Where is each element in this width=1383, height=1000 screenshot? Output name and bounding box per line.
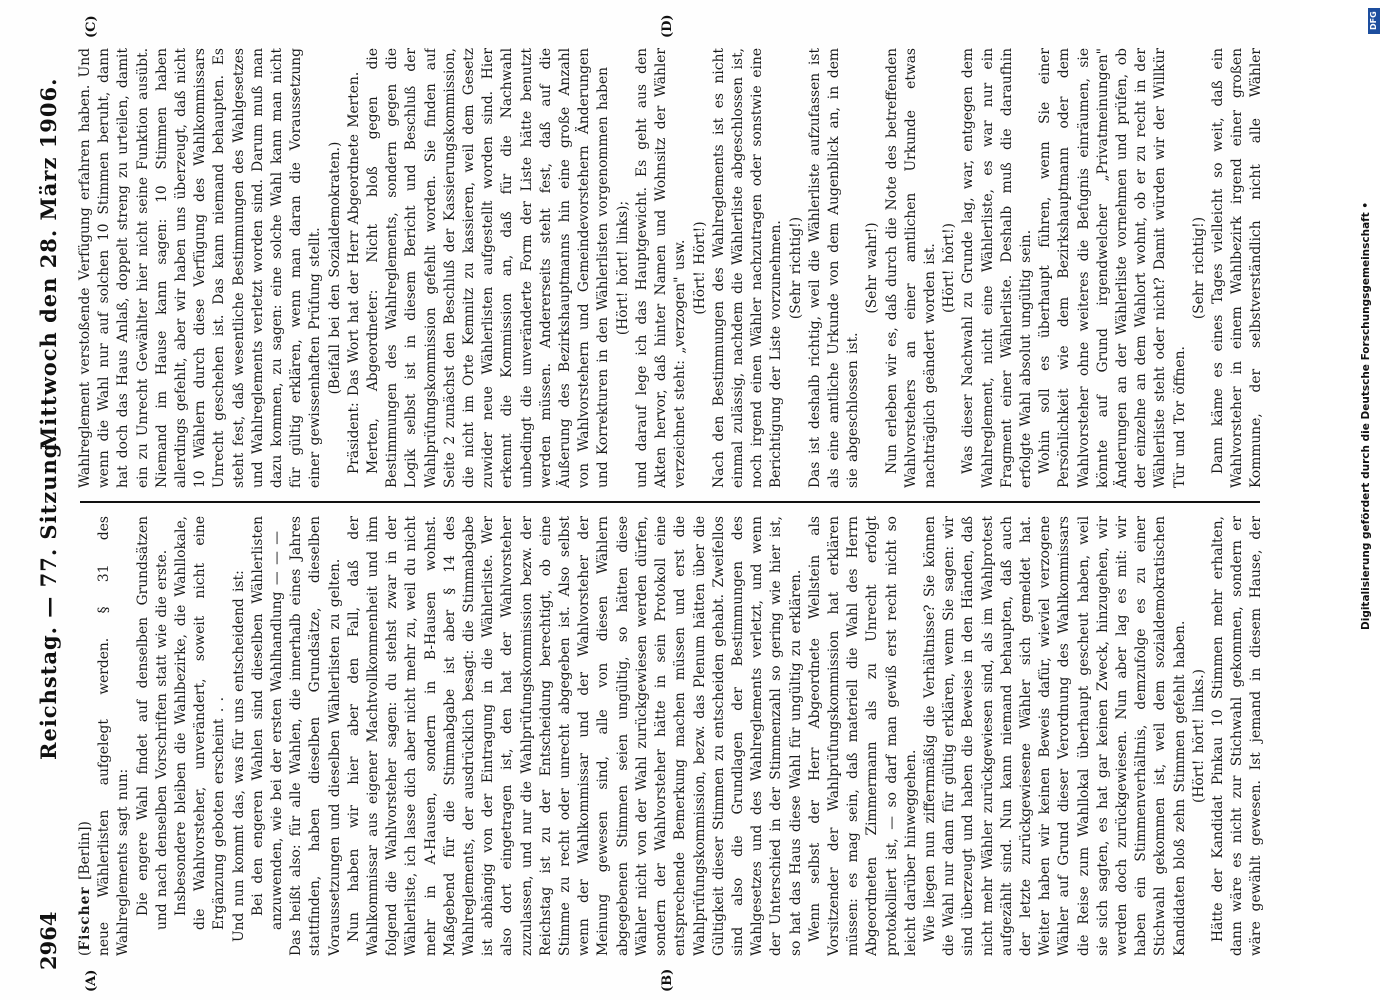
interjection: (Sehr wahr!) bbox=[864, 222, 881, 314]
column-divider bbox=[80, 502, 1260, 504]
paragraph: Wenn selbst der Herr Abgeordnete Wellstein als Vorsitzender der Wahlprüfungskommission hat erklären müssen: es mag sein, daß materiell die Wahl des Herrn Abgeordneten Zimmermann als zu Unrecht erfolgt protokolliert ist, — so darf man gewiß erst recht nicht so leicht darüber hinweggehen. bbox=[806, 516, 919, 956]
paragraph: Nach den Bestimmungen des Wahlreglements ist es nicht einmal zulässig, nachdem die Wählerliste abgeschlossen ist, noch irgend einen Wähler nachzutragen oder sonstwie eine Berichtigung der Liste vorzunehmen. bbox=[710, 48, 785, 488]
paragraph: Was dieser Nachwahl zu Grunde lag, war, entgegen dem Wahlreglement, nicht eine Wählerliste, es war nur ein Fragment einer Wählerliste. Deshalb muß die daraufhin erfolgte Wahl absolut ungültig sein. bbox=[960, 48, 1034, 488]
paragraph: Nun erleben wir es, daß durch die Note des betreffenden Wahlvorstehers an einer amtlichen Urkunde etwas nachträglich geändert worden ist. bbox=[883, 48, 938, 488]
interjection: (Beifall bei den Sozialdemokraten.) bbox=[326, 141, 343, 395]
quote: Bei den engeren Wahlen sind dieselben Wählerlisten anzuwenden, wie bei der ersten Wahlhandlung — — — bbox=[249, 516, 286, 930]
page-header bbox=[28, 30, 68, 970]
interjection: (Sehr richtig!) bbox=[1190, 216, 1207, 320]
speaker-note: [Berlin]) bbox=[77, 821, 93, 880]
dfg-logo: DFG bbox=[1368, 8, 1380, 34]
paragraph: Das ist deshalb richtig, weil die Wählerliste aufzufassen ist als eine amtliche Urkunde von dem Augenblick an, in dem sie abgeschlossen ist. bbox=[806, 48, 862, 488]
paragraph: Merten, Abgeordneter: Nicht bloß gegen die Bestimmungen des Wahlreglements, sondern gegen die Logik selbst ist in diesem Bericht und Beschluß der Wahlprüfungskommission gefehlt worden. Sie finden auf Seite 2 zunächst den Beschluß der Kassierungskommission, die nicht im Orte Kemnitz zu kassieren, weil dem Gesetz zuwider neue Wählerlisten aufgestellt worden sind. Hier erkennt die Kommission an, daß für die Nachwahl unbedingt die unveränderte Form der Liste hätte benutzt werden müssen. Andererseits steht fest, daß auf die Äußerung des Bezirkshauptmanns hin eine große Anzahl von Wahlvorstehern und Gemeindevorstehern Änderungen und Korrekturen in den Wählerlisten vorgenommen haben bbox=[365, 48, 612, 488]
margin-letter-d: (D) bbox=[660, 14, 675, 38]
right-column bbox=[76, 48, 1266, 488]
paragraph: Wahlreglement verstoßende Verfügung erfahren haben. Und wenn die Wahl nur auf solchen 10 Stimmen beruht, dann hat doch das Haus Anlaß, doppelt streng zu urteilen, damit ein zu Unrecht Gewählter hier nicht seine Funktion ausübt. Niemand im Hause kann sagen: 10 Stimmen haben allerdings gefehlt, aber wir haben uns überzeugt, daß nicht 10 Wählern durch diese Verfügung des Wahlkommissars Unrecht geschehen ist. Das kann niemand behaupten. Es steht fest, daß wesentliche Bestimmungen des Wahlgesetzes und Wahlreglements verletzt worden sind. Darum muß man dazu kommen, zu sagen: eine solche Wahl kann man nicht für gültig erklären, wenn man daran die Voraussetzung einer gewissenhaften Prüfung stellt. bbox=[77, 48, 324, 488]
paragraph: Dann käme es eines Tages vielleicht so weit, daß ein Wahlvorsteher in einem Wahlbezirk irgend einer großen Kommune, der selbstverständlich nicht alle Wähler bbox=[1209, 48, 1265, 488]
session-title: Reichstag. — 77. Sitzung. bbox=[36, 434, 61, 760]
paragraph: Das heißt also: für alle Wahlen, die innerhalb eines Jahres stattfinden, haben dieselben Grundsätze, dieselben Voraussetzungen und dieselben Wählerlisten zu gelten. bbox=[288, 516, 343, 956]
paragraph: und darauf lege ich das Hauptgewicht. Es geht aus den Akten hervor, daß hinter Namen und Wohnsitz der Wähler verzeichnet steht: „verzogen" usw. bbox=[633, 48, 689, 488]
paragraph: neue Wählerlisten aufgelegt werden. § 31 des Wahlreglements sagt nun: bbox=[96, 516, 132, 956]
quote: Insbesondere bleiben die Wahlbezirke, die Wahllokale, die Wahlvorsteher, unverändert, soweit nicht eine Ergänzung geboten erscheint . . bbox=[173, 516, 228, 930]
interjection: (Hört! hört! links); bbox=[614, 200, 631, 336]
paragraph: Wohin soll es überhaupt führen, wenn Sie einer Persönlichkeit wie dem Bezirkshauptmann oder dem Wahlvorsteher ohne weiteres die Befugnis einräumen, sie könnte auf Grund irgendwelcher „Privatmeinungen" Änderungen an der Wählerliste vornehmen und prüfen, ob der einzelne an dem Wahlort wohnt, ob er zu recht in der Wählerliste steht oder nicht? Damit würden wir der Willkür Tür und Tor öffnen. bbox=[1037, 48, 1188, 488]
interjection: (Hört! hört! links.) bbox=[1190, 669, 1207, 803]
margin-letter-a: (A) bbox=[84, 969, 99, 992]
paragraph: Nun haben wir hier aber den Fall, daß der Wahlkommissar aus eigener Machtvollkommenheit und ihm folgend die Wahlvorsteher sagen: du stehst zwar in der Wählerliste, ich lasse dich aber nicht mehr zu, weil du nicht mehr in A-Hausen, sondern in B-Hausen wohnst. Maßgebend für die Stimmabgabe ist aber § 14 des Wahlreglements, der ausdrücklich besagt: die Stimmabgabe ist abhängig von der Eintragung in die Wählerliste. Wer also dort eingetragen ist, den hat der Wahlvorsteher zuzulassen, und nur die Wahlprüfungskommission bezw. der Reichstag ist zu der Entscheidung berechtigt, ob eine Stimme zu recht oder unrecht abgegeben ist. Also selbst wenn der Wahlkommissar und der Wahlvorsteher der Meinung gewesen sind, alle von diesen Wählern abgegebenen Stimmen seien ungültig, so hätten diese Wähler nicht von der Wahl zurückgewiesen werden dürfen, sondern der Wahlvorsteher hätte in sein Protokoll eine entsprechende Bemerkung machen müssen und erst die Wahlprüfungskommission, bezw. das Plenum hätten über die Gültigkeit dieser Stimmen zu entscheiden gehabt. Zweifellos sind also die Grundlagen der Bestimmungen des Wahlgesetzes und des Wahlreglements verletzt, und wenn der Unterschied in der Stimmenzahl so gering wie hier ist, so hat das Haus diese Wahl für ungültig zu erklären. bbox=[345, 516, 804, 956]
session-date: Mittwoch den 28. März 1906. bbox=[36, 77, 61, 450]
credit-text: Digitalisierung gefördert durch die Deutsche Forschungsgemeinschaft • bbox=[1360, 201, 1372, 630]
interjection: (Hört! hört!) bbox=[941, 222, 958, 314]
margin-letter-c: (C) bbox=[84, 15, 99, 38]
paragraph: Präsident: Das Wort hat der Herr Abgeordnete Merten. bbox=[345, 71, 362, 474]
interjection: (Hört! Hört!) bbox=[691, 221, 708, 315]
digitization-credit bbox=[1356, 0, 1380, 1000]
page-number: 2964 bbox=[36, 911, 61, 970]
margin-letter-b: (B) bbox=[660, 968, 675, 992]
paragraph: Und nun kommt das, was für uns entscheidend ist: bbox=[230, 570, 247, 942]
speaker-name: Fischer bbox=[77, 886, 93, 951]
quote: Die engere Wahl findet auf denselben Grundsätzen und nach denselben Vorschriften statt wie die erste. bbox=[134, 516, 170, 930]
left-column bbox=[76, 516, 1266, 956]
paragraph: Hätte der Kandidat Pinkau 10 Stimmen mehr erhalten, dann wäre es nicht zur Stichwahl gekommen, sondern er wäre gewählt gewesen. Ist jemand in diesem Hause, der bbox=[1209, 516, 1265, 956]
speaker-line: (Fischer [Berlin]) bbox=[77, 821, 93, 956]
interjection: (Sehr richtig!) bbox=[787, 216, 804, 320]
paragraph: Wie liegen nun ziffernmäßig die Verhältnisse? Sie können die Wahl nur dann für gültig erklären, wenn Sie sagen: wir sind überzeugt und haben die Beweise in den Händen, daß nicht mehr Wähler zurückgewiesen sind, als im Wahlprotest aufgezählt sind. Nun kann niemand behaupten, daß auch der letzte zurückgewiesene Wähler sich gemeldet hat. Weiter haben wir keinen Beweis dafür, wieviel verzogene Wähler auf Grund dieser Verordnung des Wahlkommissars die Reise zum Wahllokal überhaupt gescheut haben, weil sie sich sagten, es hat gar keinen Zweck, hinzugehen, wir werden doch zurückgewiesen. Nun aber lag es mit: wir haben ein Stimmenverhältnis, demzufolge es zu einer Stichwahl gekommen ist, weil dem sozialdemokratischen Kandidaten bloß zehn Stimmen gefehlt haben. bbox=[921, 516, 1188, 956]
